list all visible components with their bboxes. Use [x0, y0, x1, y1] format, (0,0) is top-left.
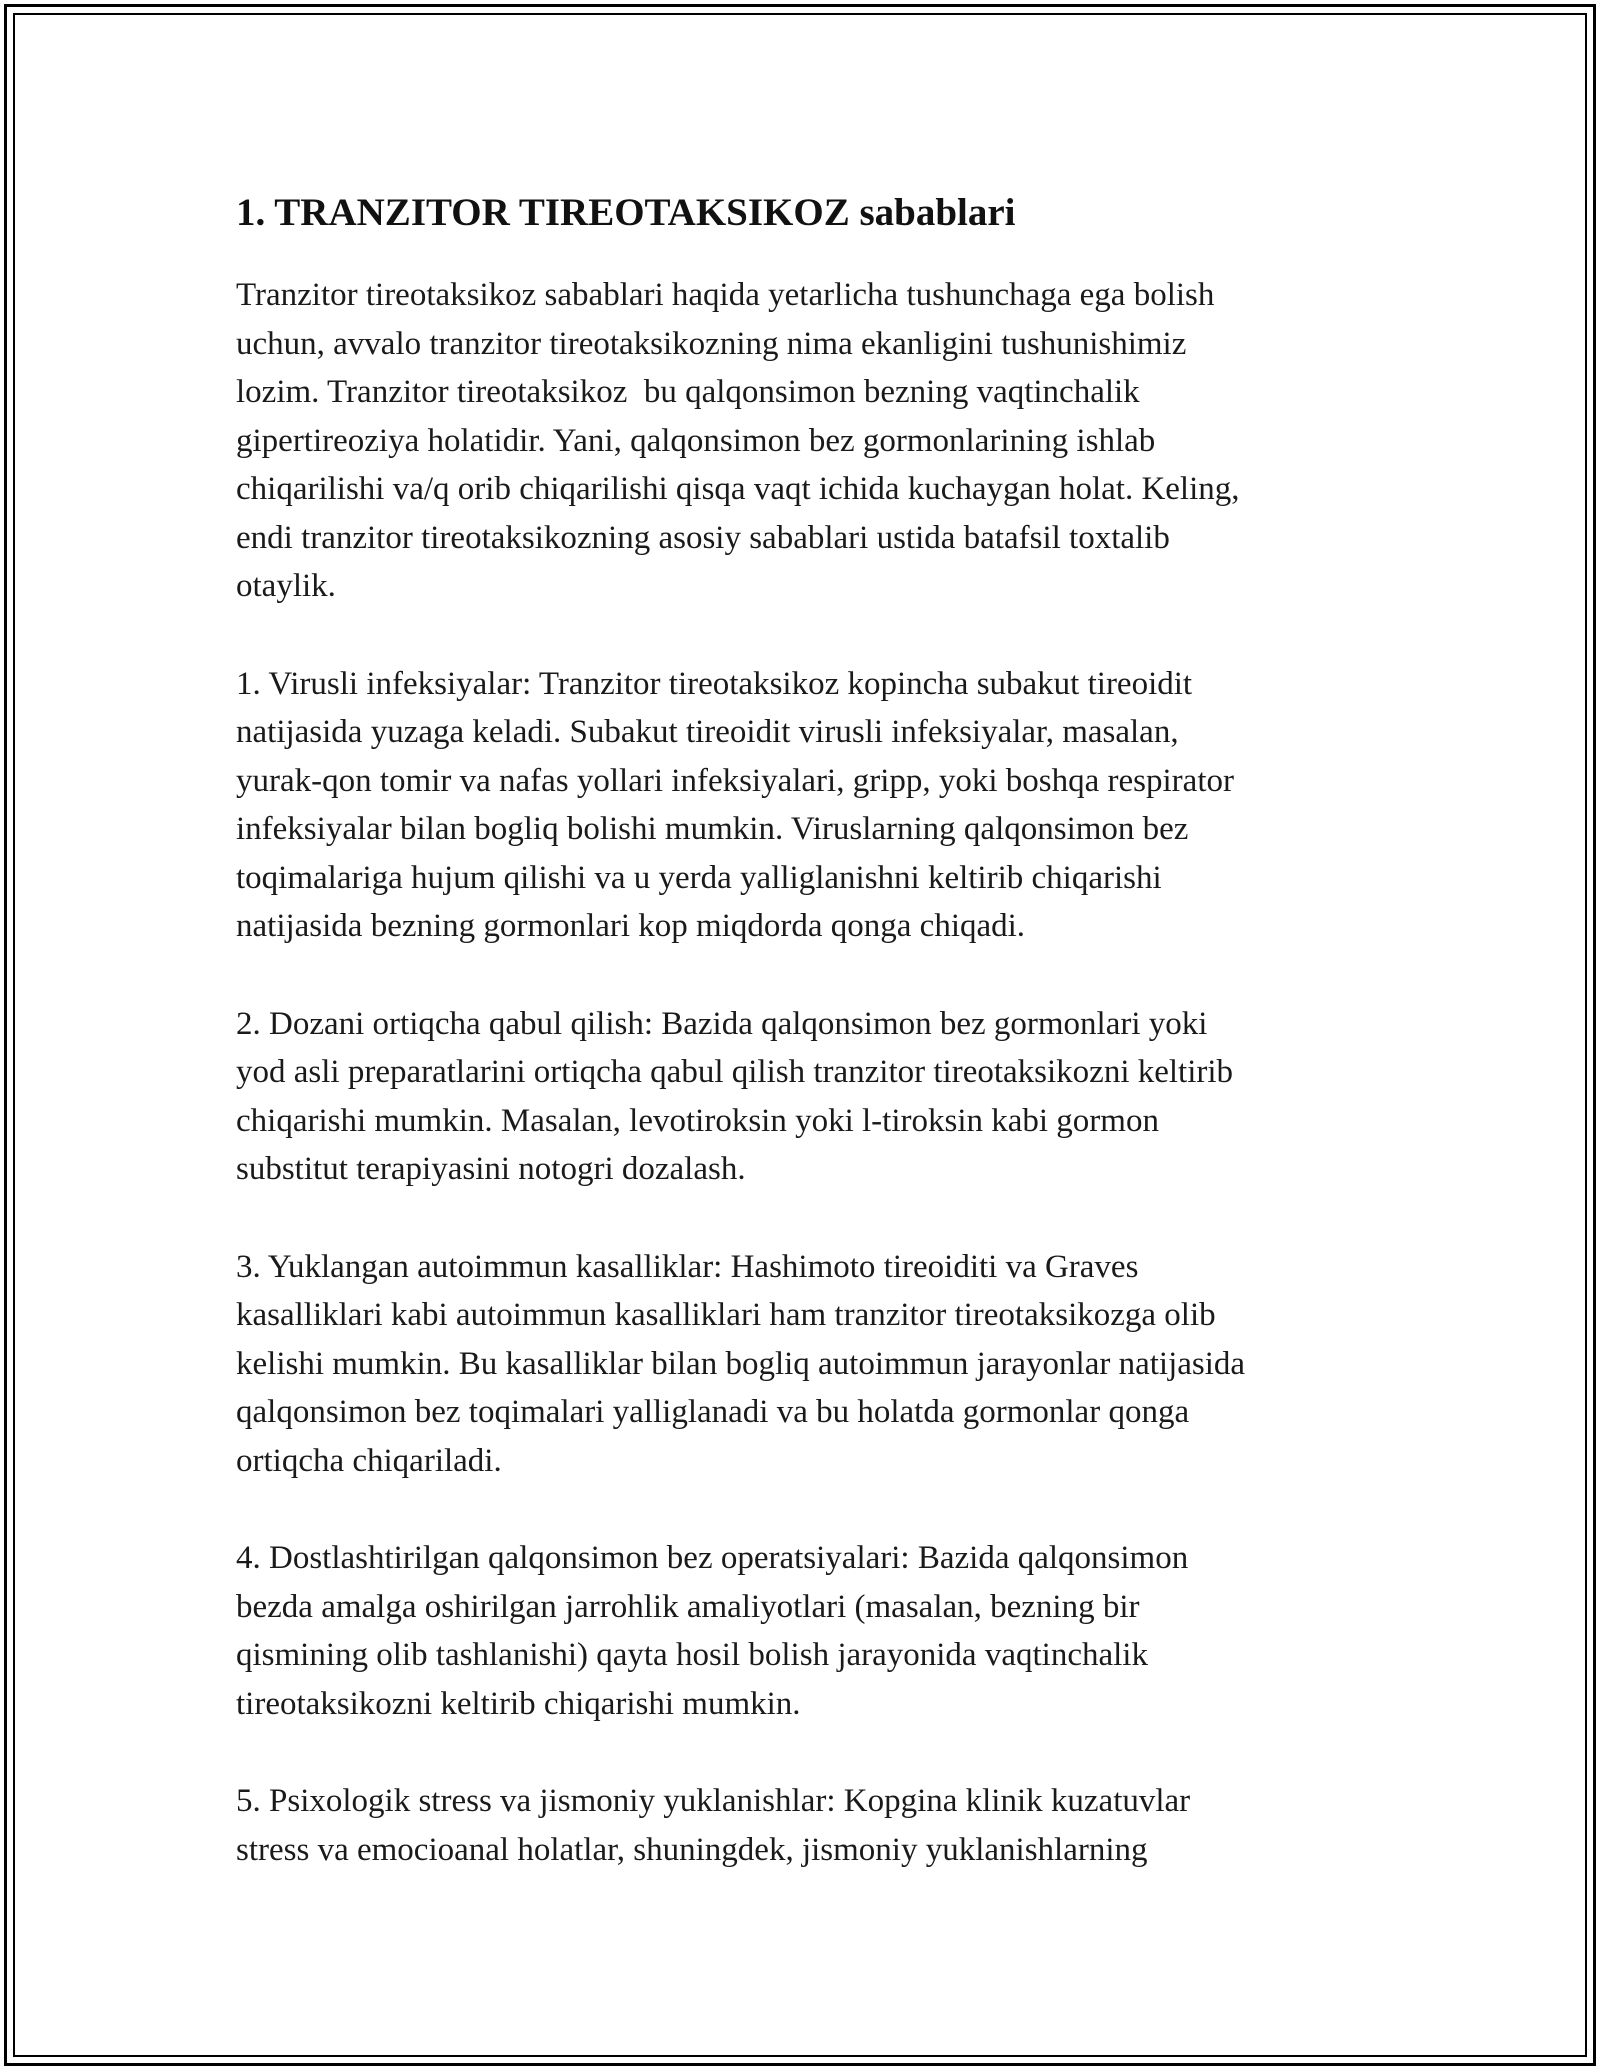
text-line: natijasida bezning gormonlari kop miqdorda qonga chiqadi.	[236, 908, 1026, 944]
text-line: 3. Yuklangan autoimmun kasalliklar: Hashimoto tireoiditi va Graves	[236, 1248, 1139, 1285]
paragraph-item-1	[236, 660, 1366, 951]
document-body	[236, 183, 1366, 1923]
text-line: lozim. Tranzitor tireotaksikoz bu qalqonsimon bezning vaqtinchalik	[236, 374, 1140, 410]
text-line: natijasida yuzaga keladi. Subakut tireoidit virusli infeksiyalar, masalan,	[236, 714, 1179, 750]
paragraph-item-2	[236, 1000, 1366, 1194]
text-line: kelishi mumkin. Bu kasalliklar bilan bogliq autoimmun jarayonlar natijasida	[236, 1345, 1246, 1382]
text-line: chiqarilishi va/q orib chiqarilishi qisqa vaqt ichida kuchaygan holat. Keling,	[236, 471, 1240, 507]
paragraph-intro	[236, 271, 1366, 611]
paragraph-item-4	[236, 1534, 1366, 1728]
section-heading: 1. TRANZITOR TIREOTAKSIKOZ sabablari	[236, 191, 1016, 234]
text-line: substitut terapiyasini notogri dozalash.	[236, 1151, 746, 1187]
text-line: qalqonsimon bez toqimalari yalliglanadi va bu holatda gormonlar qonga	[236, 1394, 1190, 1430]
text-line: 4. Dostlashtirilgan qalqonsimon bez operatsiyalari: Bazida qalqonsimon	[236, 1540, 1189, 1576]
text-line: tireotaksikozni keltirib chiqarishi mumkin.	[236, 1685, 801, 1722]
paragraph-item-3	[236, 1243, 1366, 1486]
text-line: ortiqcha chiqariladi.	[236, 1442, 502, 1479]
text-line: qismining olib tashlanishi) qayta hosil bolish jarayonida vaqtinchalik	[236, 1637, 1148, 1673]
text-line: yurak-qon tomir va nafas yollari infeksiyalari, gripp, yoki boshqa respirator	[236, 762, 1234, 799]
text-line: yod asli preparatlarini ortiqcha qabul qilish tranzitor tireotaksikozni keltirib	[236, 1054, 1234, 1090]
text-line: stress va emocioanal holatlar, shuningdek, jismoniy yuklanishlarning	[236, 1831, 1148, 1868]
text-line: chiqarishi mumkin. Masalan, levotiroksin yoki l-tiroksin kabi gormon	[236, 1102, 1159, 1139]
text-line: otaylik.	[236, 568, 336, 604]
text-line: gipertireoziya holatidir. Yani, qalqonsimon bez gormonlarining ishlab	[236, 422, 1156, 459]
text-line: kasalliklari kabi autoimmun kasalliklari ham tranzitor tireotaksikozga olib	[236, 1297, 1216, 1333]
text-line: endi tranzitor tireotaksikozning asosiy sabablari ustida batafsil toxtalib	[236, 519, 1170, 556]
paragraph-item-5	[236, 1777, 1366, 1874]
text-line: uchun, avvalo tranzitor tireotaksikozning nima ekanligini tushunishimiz	[236, 325, 1187, 362]
text-line: 5. Psixologik stress va jismoniy yuklanishlar: Kopgina klinik kuzatuvlar	[236, 1783, 1191, 1819]
text-line: toqimalariga hujum qilishi va u yerda yalliglanishni keltirib chiqarishi	[236, 859, 1162, 896]
text-line: bezda amalga oshirilgan jarrohlik amaliyotlari (masalan, bezning bir	[236, 1588, 1140, 1625]
text-line: 1. Virusli infeksiyalar: Tranzitor tireotaksikoz kopincha subakut tireoidit	[236, 665, 1193, 702]
text-line: 2. Dozani ortiqcha qabul qilish: Bazida qalqonsimon bez gormonlari yoki	[236, 1005, 1208, 1042]
text-line: infeksiyalar bilan bogliq bolishi mumkin. Viruslarning qalqonsimon bez	[236, 811, 1189, 847]
text-line: Tranzitor tireotaksikoz sabablari haqida yetarlicha tushunchaga ega bolish	[236, 277, 1215, 313]
